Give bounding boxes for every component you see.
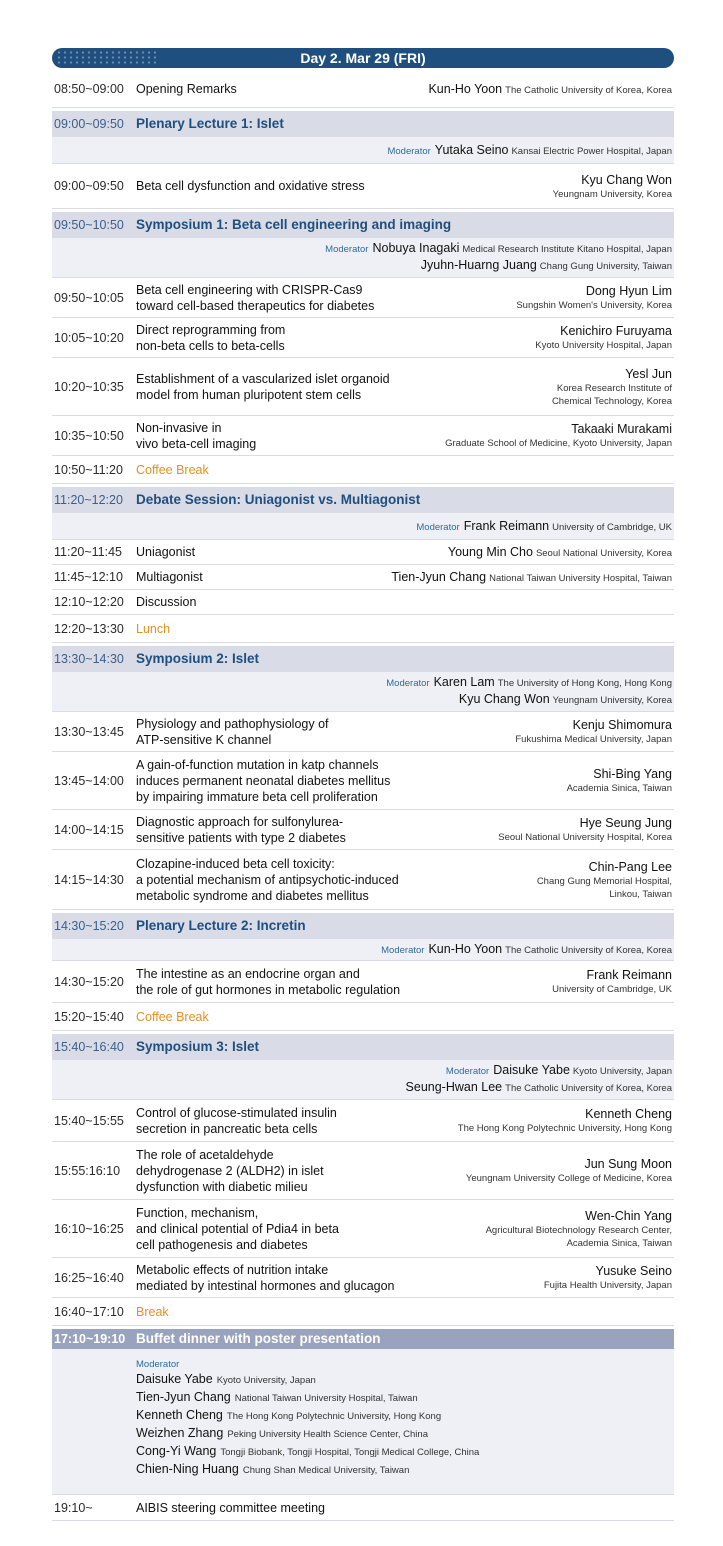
session-row bbox=[52, 164, 674, 209]
session-title-line: the role of gut hormones in metabolic regulation bbox=[136, 982, 401, 997]
session-title-line: dehydrogenase 2 (ALDH2) in islet bbox=[136, 1163, 324, 1178]
moderator-row bbox=[52, 513, 674, 540]
speaker-affiliation: National Taiwan University Hospital, Taiwan bbox=[489, 573, 672, 584]
session-title-line: Beta cell dysfunction and oxidative stress bbox=[136, 179, 365, 193]
moderator-label: Moderator bbox=[136, 1359, 180, 1370]
speaker bbox=[567, 766, 674, 795]
speaker bbox=[498, 815, 674, 844]
section-time: 14:30~15:20 bbox=[54, 919, 124, 933]
session-row bbox=[52, 752, 674, 810]
speaker bbox=[553, 172, 674, 201]
speaker bbox=[544, 1263, 674, 1292]
speaker-affiliation: Fukushima Medical University, Japan bbox=[515, 734, 672, 745]
moderator-name: Kenneth Cheng bbox=[136, 1408, 223, 1422]
session-row bbox=[52, 590, 674, 615]
moderator-name: Kun-Ho Yoon bbox=[428, 942, 503, 956]
session-title bbox=[136, 856, 537, 904]
session-time: 14:15~14:30 bbox=[54, 872, 124, 887]
moderator-name: Daisuke Yabe bbox=[493, 1063, 570, 1077]
session-title-line: Establishment of a vascularized islet organoid bbox=[136, 371, 390, 386]
moderator-affiliation: Medical Research Institute Kitano Hospital, Japan bbox=[462, 244, 672, 255]
session-title-line: secretion in pancreatic beta cells bbox=[136, 1121, 318, 1136]
session-title-line: toward cell-based therapeutics for diabetes bbox=[136, 298, 375, 313]
session-row bbox=[52, 540, 674, 565]
schedule bbox=[52, 48, 674, 1521]
section-title: Plenary Lecture 1: Islet bbox=[136, 116, 284, 131]
section-time: 15:40~16:40 bbox=[54, 1040, 124, 1054]
session-title-line: Physiology and pathophysiology of bbox=[136, 716, 329, 731]
speaker-affiliation: The Catholic University of Korea, Korea bbox=[505, 85, 672, 96]
session-time: 16:40~17:10 bbox=[54, 1304, 124, 1319]
moderator-line bbox=[459, 692, 672, 709]
session-title bbox=[136, 966, 552, 998]
speaker-name: Kenneth Cheng bbox=[585, 1107, 672, 1121]
session-time: 16:25~16:40 bbox=[54, 1270, 124, 1285]
session-title bbox=[136, 544, 448, 560]
session-title bbox=[136, 814, 498, 846]
moderator-label: Moderator bbox=[386, 678, 430, 689]
moderator-line bbox=[406, 1080, 672, 1097]
session-row bbox=[52, 318, 674, 358]
session-title-line: non-beta cells to beta-cells bbox=[136, 338, 285, 353]
moderator-affiliation: Kansai Electric Power Hospital, Japan bbox=[511, 146, 672, 157]
moderator-row bbox=[52, 137, 674, 164]
session-title-line: model from human pluripotent stem cells bbox=[136, 387, 362, 402]
section-time: 11:20~12:20 bbox=[54, 493, 123, 507]
moderator-row bbox=[52, 238, 674, 278]
session-title bbox=[136, 1105, 458, 1137]
speaker-affiliation: Sungshin Women's University, Korea bbox=[516, 300, 672, 311]
session-title-line: mediated by intestinal hormones and glucagon bbox=[136, 1278, 395, 1293]
session-title bbox=[136, 594, 674, 610]
moderator-name: Weizhen Zhang bbox=[136, 1426, 224, 1440]
speaker-affiliation: Agricultural Biotechnology Research Center, bbox=[485, 1224, 672, 1236]
moderator-line bbox=[416, 519, 672, 536]
speaker-affiliation: Graduate School of Medicine, Kyoto University, Japan bbox=[445, 438, 672, 449]
moderator-affiliation: The Hong Kong Polytechnic University, Hong Kong bbox=[226, 1411, 442, 1422]
moderator-line bbox=[136, 1390, 674, 1408]
moderator-line bbox=[421, 258, 672, 275]
session-row bbox=[52, 712, 674, 752]
session-title bbox=[136, 1262, 544, 1294]
session-title bbox=[136, 716, 515, 748]
moderator-row bbox=[52, 1060, 674, 1100]
section-header bbox=[52, 212, 674, 238]
moderator-name: Cong-Yi Wang bbox=[136, 1444, 217, 1458]
session-time: 12:10~12:20 bbox=[54, 595, 124, 609]
moderator-affiliation: Kyoto University, Japan bbox=[572, 1066, 672, 1077]
moderator-line bbox=[136, 1408, 674, 1426]
speaker-affiliation: Chang Gung Memorial Hospital, bbox=[536, 875, 672, 887]
speaker-name: Chin-Pang Lee bbox=[588, 859, 672, 874]
speaker bbox=[552, 967, 674, 996]
speaker-name: Takaaki Murakami bbox=[571, 422, 672, 436]
section-header bbox=[52, 487, 674, 513]
moderator-name: Karen Lam bbox=[433, 675, 495, 689]
session-time: 09:00~09:50 bbox=[54, 179, 124, 193]
section-title: Debate Session: Uniagonist vs. Multiagonist bbox=[136, 492, 421, 507]
speaker bbox=[445, 421, 674, 450]
session-time: 08:50~09:00 bbox=[54, 82, 124, 96]
section-header bbox=[52, 111, 674, 137]
session-time: 19:10~ bbox=[54, 1500, 93, 1515]
break-row bbox=[52, 456, 674, 484]
moderator-name: Frank Reimann bbox=[463, 519, 550, 533]
session-title-line: A gain-of-function mutation in katp channels bbox=[136, 757, 379, 772]
moderator-label: Moderator bbox=[381, 945, 425, 956]
speaker bbox=[516, 283, 674, 312]
speaker-affiliation: Academia Sinica, Taiwan bbox=[566, 783, 672, 794]
session-title-line: Clozapine-induced beta cell toxicity: bbox=[136, 856, 335, 871]
moderator-affiliation: National Taiwan University Hospital, Taiwan bbox=[234, 1393, 418, 1404]
speaker bbox=[535, 323, 674, 352]
speaker-name: Dong Hyun Lim bbox=[585, 284, 672, 298]
session-time: 12:20~13:30 bbox=[54, 621, 124, 636]
session-title-line: Discussion bbox=[136, 595, 197, 609]
session-title-line: Non-invasive in bbox=[136, 420, 222, 435]
speaker-name: Shi-Bing Yang bbox=[593, 767, 672, 781]
moderator-affiliation: Kyoto University, Japan bbox=[216, 1375, 316, 1386]
moderator-affiliation: Chung Shan Medical University, Taiwan bbox=[242, 1465, 410, 1476]
break-title: Lunch bbox=[136, 621, 171, 636]
session-title-line: a potential mechanism of antipsychotic-induced bbox=[136, 872, 399, 887]
session-title-line: cell pathogenesis and diabetes bbox=[136, 1237, 308, 1252]
session-time: 14:00~14:15 bbox=[54, 822, 124, 837]
session-title bbox=[136, 1205, 486, 1253]
speaker-affiliation: Linkou, Taiwan bbox=[609, 888, 672, 900]
session-time: 09:50~10:05 bbox=[54, 290, 124, 305]
moderator-line bbox=[325, 241, 672, 258]
session-time: 10:05~10:20 bbox=[54, 330, 124, 345]
schedule-rows bbox=[52, 71, 674, 1521]
speaker bbox=[391, 568, 674, 586]
session-time: 13:30~13:45 bbox=[54, 724, 124, 739]
dot-pattern-decoration bbox=[56, 50, 156, 66]
session-title-line: Opening Remarks bbox=[136, 82, 237, 96]
moderator-line bbox=[136, 1462, 674, 1480]
buffet-moderator-list bbox=[52, 1349, 674, 1495]
speaker-affiliation: Yeungnam University, Korea bbox=[552, 188, 672, 200]
speaker-name: Kenju Shimomura bbox=[572, 718, 672, 732]
moderator-row bbox=[52, 672, 674, 712]
section-title: Plenary Lecture 2: Incretin bbox=[136, 918, 306, 933]
break-title: Coffee Break bbox=[136, 462, 209, 477]
session-title-line: AIBIS steering committee meeting bbox=[136, 1500, 325, 1515]
moderator-affiliation: University of Cambridge, UK bbox=[552, 522, 672, 533]
moderator-name: Daisuke Yabe bbox=[136, 1372, 213, 1386]
session-title-line: Diagnostic approach for sulfonylurea- bbox=[136, 814, 344, 829]
session-title bbox=[136, 322, 535, 354]
session-time: 15:20~15:40 bbox=[54, 1009, 124, 1024]
session-row bbox=[52, 1142, 674, 1200]
moderator-affiliation: The Catholic University of Korea, Korea bbox=[505, 1082, 672, 1094]
speaker-affiliation: Kyoto University Hospital, Japan bbox=[535, 340, 672, 351]
break-title: Break bbox=[136, 1304, 169, 1319]
moderator-name: Chien-Ning Huang bbox=[136, 1462, 239, 1476]
section-time: 09:00~09:50 bbox=[54, 117, 124, 131]
speaker-name: Yesl Jun bbox=[625, 366, 672, 381]
session-row bbox=[52, 850, 674, 910]
speaker-affiliation: Fujita Health University, Japan bbox=[543, 1280, 672, 1291]
session-title bbox=[136, 81, 428, 97]
session-time: 11:45~12:10 bbox=[54, 570, 123, 584]
moderator-name: Nobuya Inagaki bbox=[372, 241, 460, 255]
speaker-name: Wen-Chin Yang bbox=[585, 1208, 672, 1223]
session-title-line: The role of acetaldehyde bbox=[136, 1147, 274, 1162]
session-time: 10:20~10:35 bbox=[54, 379, 124, 394]
session-time: 10:35~10:50 bbox=[54, 428, 124, 443]
session-row bbox=[52, 71, 674, 108]
session-title bbox=[136, 1500, 674, 1516]
moderator-affiliation: Tongji Biobank, Tongji Hospital, Tongji Medical College, China bbox=[220, 1447, 480, 1458]
speaker-affiliation: The Hong Kong Polytechnic University, Hong Kong bbox=[457, 1123, 672, 1134]
moderator-line bbox=[381, 942, 672, 957]
session-time: 14:30~15:20 bbox=[54, 974, 124, 989]
session-row bbox=[52, 416, 674, 456]
day-header-title: Day 2. Mar 29 (FRI) bbox=[300, 50, 426, 66]
speaker bbox=[466, 1156, 674, 1185]
speaker-affiliation: Yeungnam University College of Medicine, Korea bbox=[465, 1173, 672, 1184]
session-row bbox=[52, 1200, 674, 1258]
session-title-line: Direct reprogramming from bbox=[136, 322, 286, 337]
moderator-line bbox=[387, 143, 672, 160]
speaker bbox=[428, 80, 674, 98]
session-time: 15:40~15:55 bbox=[54, 1113, 124, 1128]
speaker-affiliation: Academia Sinica, Taiwan bbox=[566, 1237, 672, 1249]
moderator-line bbox=[386, 675, 672, 692]
moderator-affiliation: Peking University Health Science Center, China bbox=[227, 1429, 428, 1440]
session-row bbox=[52, 961, 674, 1003]
speaker-affiliation: Seoul National University, Korea bbox=[535, 548, 672, 559]
moderator-line bbox=[136, 1372, 674, 1390]
moderator-line bbox=[136, 1426, 674, 1444]
moderator-row bbox=[52, 939, 674, 961]
moderator-label: Moderator bbox=[445, 1066, 490, 1077]
break-row bbox=[52, 1003, 674, 1031]
speaker bbox=[486, 1208, 674, 1250]
moderator-name: Seung-Hwan Lee bbox=[405, 1079, 503, 1094]
speaker bbox=[537, 859, 674, 901]
session-time: 10:50~11:20 bbox=[54, 462, 123, 477]
break-row bbox=[52, 1298, 674, 1326]
speaker-affiliation: Seoul National University Hospital, Korea bbox=[498, 832, 672, 843]
session-time: 15:55:16:10 bbox=[54, 1163, 121, 1178]
section-header bbox=[52, 913, 674, 939]
moderator-name: Tien-Jyun Chang bbox=[136, 1390, 231, 1404]
session-title bbox=[136, 569, 391, 585]
moderator-affiliation: Yeungnam University, Korea bbox=[552, 694, 672, 706]
section-time: 09:50~10:50 bbox=[54, 218, 124, 232]
speaker-name: Kenichiro Furuyama bbox=[560, 324, 672, 338]
moderator-name: Jyuhn-Huarng Juang bbox=[420, 257, 537, 272]
moderator-line bbox=[446, 1063, 672, 1080]
session-title-line: metabolic syndrome and diabetes mellitus bbox=[136, 888, 369, 903]
section-title: Buffet dinner with poster presentation bbox=[136, 1331, 381, 1346]
moderator-label: Moderator bbox=[416, 522, 460, 533]
session-title-line: dysfunction with diabetic milieu bbox=[136, 1179, 308, 1194]
speaker-name: Kun-Ho Yoon bbox=[428, 82, 503, 96]
session-title bbox=[136, 371, 552, 403]
moderator-affiliation: Chang Gung University, Taiwan bbox=[539, 260, 672, 272]
session-title bbox=[136, 420, 445, 452]
speaker bbox=[458, 1106, 674, 1135]
speaker-name: Kyu Chang Won bbox=[581, 172, 672, 187]
section-header bbox=[52, 1034, 674, 1060]
moderator-label: Moderator bbox=[325, 244, 369, 255]
buffet-header bbox=[52, 1329, 674, 1349]
session-title bbox=[136, 1147, 466, 1195]
session-title-line: Uniagonist bbox=[136, 545, 196, 559]
session-row bbox=[52, 358, 674, 416]
section-header bbox=[52, 646, 674, 672]
session-time: 13:45~14:00 bbox=[54, 773, 124, 788]
moderator-affiliation: The University of Hong Kong, Hong Kong bbox=[497, 678, 672, 689]
speaker-name: Hye Seung Jung bbox=[579, 816, 672, 830]
moderator-line bbox=[136, 1444, 674, 1462]
session-title-line: Metabolic effects of nutrition intake bbox=[136, 1262, 329, 1277]
session-title-line: Function, mechanism, bbox=[136, 1205, 259, 1220]
session-title-line: and clinical potential of Pdia4 in beta bbox=[136, 1221, 339, 1236]
session-title-line: induces permanent neonatal diabetes mellitus bbox=[136, 773, 391, 788]
session-title bbox=[136, 757, 567, 805]
moderator-affiliation: The Catholic University of Korea, Korea bbox=[505, 945, 672, 956]
session-title bbox=[136, 178, 553, 194]
speaker-affiliation: University of Cambridge, UK bbox=[552, 984, 672, 995]
speaker-affiliation: Chemical Technology, Korea bbox=[551, 395, 672, 407]
session-row bbox=[52, 1100, 674, 1142]
section-title: Symposium 1: Beta cell engineering and imaging bbox=[136, 217, 452, 232]
session-row bbox=[52, 278, 674, 318]
session-time: 11:20~11:45 bbox=[54, 545, 123, 559]
session-time: 16:10~16:25 bbox=[54, 1221, 124, 1236]
speaker-name: Young Min Cho bbox=[447, 545, 533, 559]
section-time: 13:30~14:30 bbox=[54, 652, 124, 666]
speaker bbox=[515, 717, 674, 746]
day-header bbox=[52, 48, 674, 68]
speaker-name: Yusuke Seino bbox=[595, 1264, 672, 1278]
section-title: Symposium 3: Islet bbox=[136, 1039, 260, 1054]
session-title-line: vivo beta-cell imaging bbox=[136, 436, 257, 451]
speaker-affiliation: Korea Research Institute of bbox=[556, 382, 672, 394]
moderator-name: Kyu Chang Won bbox=[458, 691, 550, 706]
session-row bbox=[52, 565, 674, 590]
session-row bbox=[52, 810, 674, 850]
break-title: Coffee Break bbox=[136, 1009, 209, 1024]
section-title: Symposium 2: Islet bbox=[136, 651, 260, 666]
speaker bbox=[448, 543, 674, 561]
session-title-line: The intestine as an endocrine organ and bbox=[136, 966, 360, 981]
session-title-line: ATP-sensitive K channel bbox=[136, 732, 272, 747]
speaker bbox=[552, 366, 674, 408]
meeting-row bbox=[52, 1495, 674, 1521]
session-title-line: Multiagonist bbox=[136, 570, 203, 584]
break-row bbox=[52, 615, 674, 643]
session-row bbox=[52, 1258, 674, 1298]
moderator-name: Yutaka Seino bbox=[434, 143, 509, 157]
session-title-line: Control of glucose-stimulated insulin bbox=[136, 1105, 337, 1120]
speaker-name: Tien-Jyun Chang bbox=[391, 570, 487, 584]
session-title-line: Beta cell engineering with CRISPR-Cas9 bbox=[136, 282, 363, 297]
moderator-label: Moderator bbox=[387, 146, 431, 157]
session-title-line: sensitive patients with type 2 diabetes bbox=[136, 830, 346, 845]
speaker-name: Jun Sung Moon bbox=[584, 1157, 672, 1171]
speaker-name: Frank Reimann bbox=[586, 968, 672, 982]
session-title bbox=[136, 282, 516, 314]
section-time: 17:10~19:10 bbox=[54, 1332, 126, 1346]
session-title-line: by impairing immature beta cell proliferation bbox=[136, 789, 378, 804]
